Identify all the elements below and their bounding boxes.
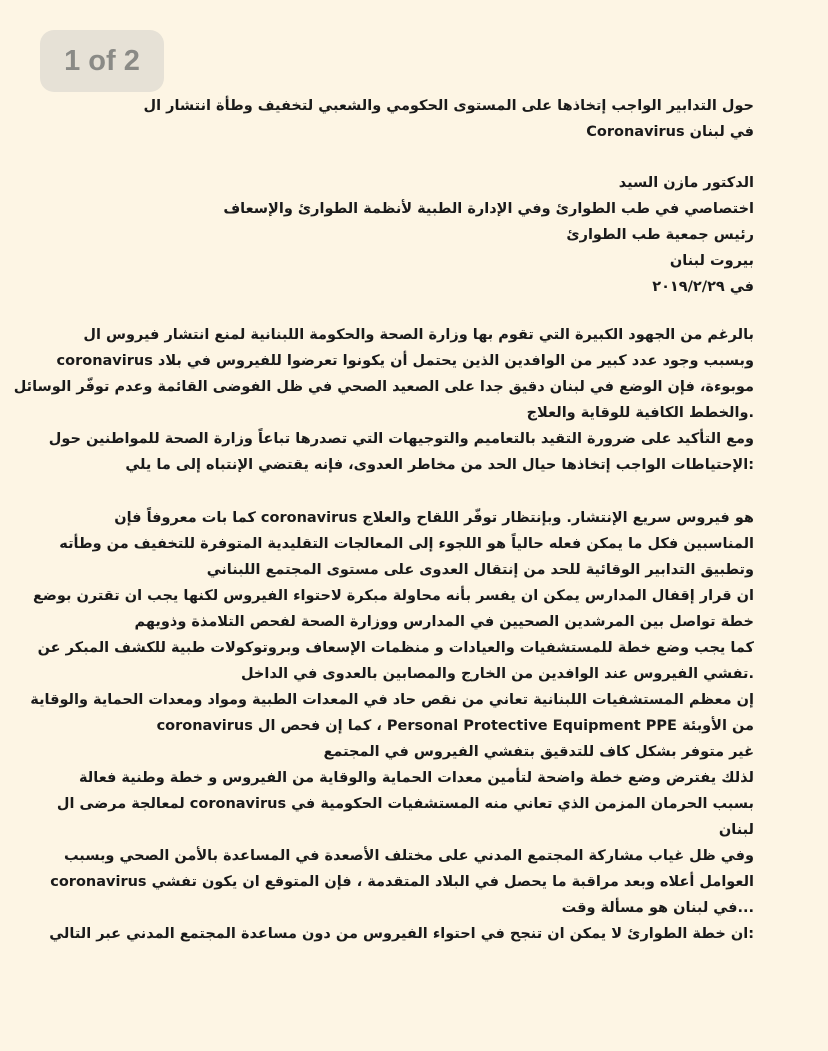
text-line: خطة تواصل بين المرشدين الصحيين في المدارس ووزارة الصحة لفحص التلامذة وذويهم [134, 614, 754, 630]
text-line: ان قرار إقفال المدارس يمكن ان يفسر بأنه محاولة مبكرة لاحتواء الفيروس لكنها يجب ان تقترن بوضع [32, 588, 754, 604]
document-date: في ٢٠١٩/٢/٢٩ [652, 279, 754, 295]
text-line: المناسبين فكل ما يمكن فعله حالياً هو اللجوء إلى المعالجات التقليدية المتوفرة للتخفيف من وطأته [59, 536, 754, 552]
text-line: العوامل أعلاه وبعد مراقبة ما يحصل في البلاد المتقدمة ، فإن المتوقع ان يكون تفشي coronavirus [50, 874, 754, 890]
main-section [30, 505, 754, 947]
text-line: :الإحتياطات الواجب إتخاذها حيال الحد من مخاطر العدوى، فإنه يقتضي الإنتباه إلى ما يلي [125, 457, 754, 473]
text-line: غير متوفر بشكل كاف للتدقيق بتفشي الفيروس في المجتمع [323, 744, 754, 760]
text-line: وتطبيق التدابير الوقائية للحد من إنتقال العدوى على مستوى المجتمع اللبناني [206, 562, 754, 578]
author-name: الدكتور مازن السيد [618, 175, 754, 191]
author-specialty: اختصاصي في طب الطوارئ وفي الإدارة الطبية لأنظمة الطوارئ والإسعاف [223, 201, 754, 217]
text-line: لذلك يفترض وضع خطة واضحة لتأمين معدات الحماية والوقاية من الفيروس و خطة وطنية فعالة [79, 770, 754, 786]
text-line: من الأوبئة Personal Protective Equipment PPE ، كما إن فحص ال coronavirus [156, 718, 754, 734]
text-line: .تفشي الفيروس عند الوافدين من الخارج والمصابين بالعدوى في الداخل [240, 666, 754, 682]
text-line: لبنان [718, 822, 754, 838]
text-line: بالرغم من الجهود الكبيرة التي تقوم بها وزارة الصحة والحكومة اللبنانية لمنع انتشار فيروس ال [83, 327, 754, 343]
text-line: موبوءة، فإن الوضع في لبنان دقيق جدا على الصعيد الصحي في ظل الفوضى القائمة وعدم توفّر الوسائل [13, 379, 754, 395]
text-line: ومع التأكيد على ضرورة التقيد بالتعاميم والتوجيهات التي تصدرها تباعاً وزارة الصحة للمواطنين حول [48, 431, 754, 447]
text-line: وبسبب وجود عدد كبير من الوافدين الذين يحتمل أن يكونوا تعرضوا للفيروس في بلاد coronavirus [56, 353, 754, 369]
author-block [60, 170, 754, 300]
title-line: حول التدابير الواجب إتخاذها على المستوى الحكومي والشعبي لتخفيف وطأة انتشار ال [143, 98, 754, 114]
text-line: بسبب الحرمان المزمن الذي تعاني منه المستشفيات الحكومية في coronavirus لمعالجة مرضى ال [56, 796, 754, 812]
text-line: كما يجب وضع خطة للمستشفيات والعيادات و منظمات الإسعاف وبروتوكولات طبية للكشف المبكر عن [37, 640, 754, 656]
intro-section [13, 322, 754, 478]
text-line: ...في لبنان هو مسألة وقت [561, 900, 754, 916]
text-line: هو فيروس سريع الإنتشار. وبإنتظار توفّر اللقاح والعلاج coronavirus كما بات معروفاً فإن [114, 510, 754, 526]
text-line: إن معظم المستشفيات اللبنانية تعاني من نقص حاد في المعدات الطبية ومواد ومعدات الحماية والوقاية [30, 692, 754, 708]
document-title [60, 93, 754, 145]
text-line: :ان خطة الطوارئ لا يمكن ان تنجح في احتواء الفيروس من دون مساعدة المجتمع المدني عبر التالي [49, 926, 754, 942]
title-line: في لبنان Coronavirus [586, 124, 754, 140]
text-line: .والخطط الكافية للوقاية والعلاج [526, 405, 754, 421]
author-location: بيروت لبنان [669, 253, 754, 269]
page-indicator: 1 of 2 [40, 30, 164, 92]
text-line: وفي ظل غياب مشاركة المجتمع المدني على مختلف الأصعدة في المساعدة بالأمن الصحي وبسبب [63, 848, 754, 864]
author-position: رئيس جمعية طب الطوارئ [566, 227, 754, 243]
